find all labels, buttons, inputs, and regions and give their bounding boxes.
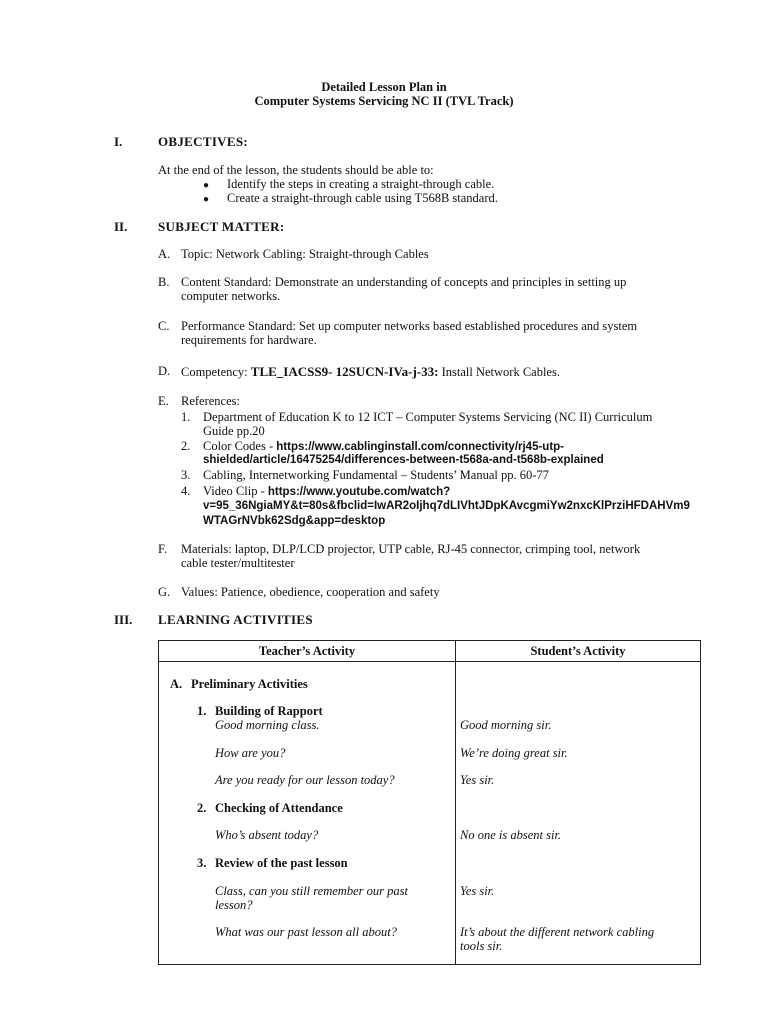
document-title-line2: Computer Systems Servicing NC II (TVL Track) — [254, 94, 514, 108]
objective-item: Identify the steps in creating a straight-through cable. — [227, 177, 495, 191]
item-letter-b: B. — [158, 275, 170, 289]
reference-number: 2. — [181, 439, 191, 453]
column-header-student: Student’s Activity — [456, 641, 701, 662]
reference-prefix: Video Clip - — [203, 484, 268, 498]
reference-prefix: Color Codes - — [203, 439, 277, 453]
section-heading-learning-activities: LEARNING ACTIVITIES — [158, 612, 313, 627]
bullet-icon: ● — [203, 180, 210, 191]
student-line: Yes sir. — [460, 884, 495, 898]
item-letter-d: D. — [158, 364, 171, 378]
column-header-teacher: Teacher’s Activity — [159, 641, 456, 662]
reference-video-clip — [203, 484, 450, 500]
objective-item: Create a straight-through cable using T568B standard. — [227, 191, 498, 205]
student-line: Yes sir. — [460, 773, 495, 787]
topic-text: Topic: Network Cabling: Straight-through Cables — [181, 247, 429, 261]
item-letter-g: G. — [158, 585, 171, 599]
competency-code: TLE_IACSS9- 12SUCN-IVa-j-33: — [250, 364, 439, 379]
student-line: We’re doing great sir. — [460, 746, 568, 760]
teacher-activity-cell — [159, 662, 456, 965]
objectives-intro: At the end of the lesson, the students should be able to: — [158, 163, 434, 177]
step-review-past-lesson: Review of the past lesson — [215, 856, 348, 870]
references-label: References: — [181, 394, 240, 408]
step-checking-attendance: Checking of Attendance — [215, 801, 343, 815]
student-activity-cell — [456, 662, 701, 965]
performance-standard-line1: Performance Standard: Set up computer networks based established procedures and system — [181, 319, 638, 333]
teacher-line: Class, can you still remember our past — [215, 884, 408, 898]
content-standard-line2: computer networks. — [181, 289, 281, 303]
reference-text-line2: Guide pp.20 — [203, 424, 265, 438]
subsection-letter: A. — [170, 677, 183, 691]
student-line: tools sir. — [460, 939, 503, 953]
step-number: 1. — [197, 704, 207, 718]
teacher-line: Who’s absent today? — [215, 828, 319, 842]
section-number-learning-activities: III. — [114, 612, 133, 627]
reference-link-continued[interactable]: shielded/article/16475254/differences-between-t568a-and-t568b-explained — [203, 454, 604, 466]
section-heading-subject-matter: SUBJECT MATTER: — [158, 219, 285, 234]
learning-activities-table — [158, 640, 701, 965]
teacher-line: Are you ready for our lesson today? — [215, 773, 395, 787]
competency-text: Install Network Cables. — [438, 365, 560, 379]
content-standard-line1: Content Standard: Demonstrate an understanding of concepts and principles in setting up — [181, 275, 627, 289]
teacher-line: How are you? — [215, 746, 286, 760]
item-letter-f: F. — [158, 542, 168, 556]
item-letter-a: A. — [158, 247, 171, 261]
section-heading-objectives: OBJECTIVES: — [158, 134, 248, 149]
teacher-line: What was our past lesson all about? — [215, 925, 397, 939]
values-text: Values: Patience, obedience, cooperation and safety — [181, 585, 440, 599]
competency-label: Competency: — [181, 365, 251, 379]
reference-number: 4. — [181, 484, 191, 498]
reference-text-line1: Department of Education K to 12 ICT – Computer Systems Servicing (NC II) Curriculum — [203, 410, 653, 424]
step-number: 3. — [197, 856, 207, 870]
step-number: 2. — [197, 801, 207, 815]
reference-link-continued[interactable]: WTAGrNVbk62Sdg&app=desktop — [203, 515, 386, 527]
reference-link[interactable]: https://www.youtube.com/watch? — [267, 486, 451, 498]
materials-line2: cable tester/multitester — [181, 556, 295, 570]
student-line: It’s about the different network cabling — [460, 925, 655, 939]
section-number-subject-matter: II. — [114, 219, 128, 234]
reference-number: 3. — [181, 468, 191, 482]
reference-link[interactable]: https://www.cablinginstall.com/connectivity/rj45-utp- — [276, 441, 565, 453]
student-line: Good morning sir. — [460, 718, 552, 732]
student-line: No one is absent sir. — [460, 828, 562, 842]
bullet-icon: ● — [203, 194, 210, 205]
competency-line — [181, 364, 560, 380]
item-letter-c: C. — [158, 319, 170, 333]
performance-standard-line2: requirements for hardware. — [181, 333, 317, 347]
teacher-line: lesson? — [215, 898, 253, 912]
materials-line1: Materials: laptop, DLP/LCD projector, UTP cable, RJ-45 connector, crimping tool, network — [181, 542, 641, 556]
preliminary-activities-heading: Preliminary Activities — [191, 677, 308, 691]
reference-link-continued[interactable]: v=95_36NgiaMY&t=80s&fbclid=IwAR2oIjhq7dLIVhtJDpKAvcgmiYw2nxcKlPrziHFDAHVm9 — [203, 500, 690, 512]
reference-text: Cabling, Internetworking Fundamental – Students’ Manual pp. 60-77 — [203, 468, 549, 482]
teacher-line: Good morning class. — [215, 718, 320, 732]
item-letter-e: E. — [158, 394, 169, 408]
document-title-line1: Detailed Lesson Plan in — [321, 80, 447, 94]
step-building-rapport: Building of Rapport — [215, 704, 323, 718]
section-number-objectives: I. — [114, 134, 123, 149]
reference-number: 1. — [181, 410, 191, 424]
